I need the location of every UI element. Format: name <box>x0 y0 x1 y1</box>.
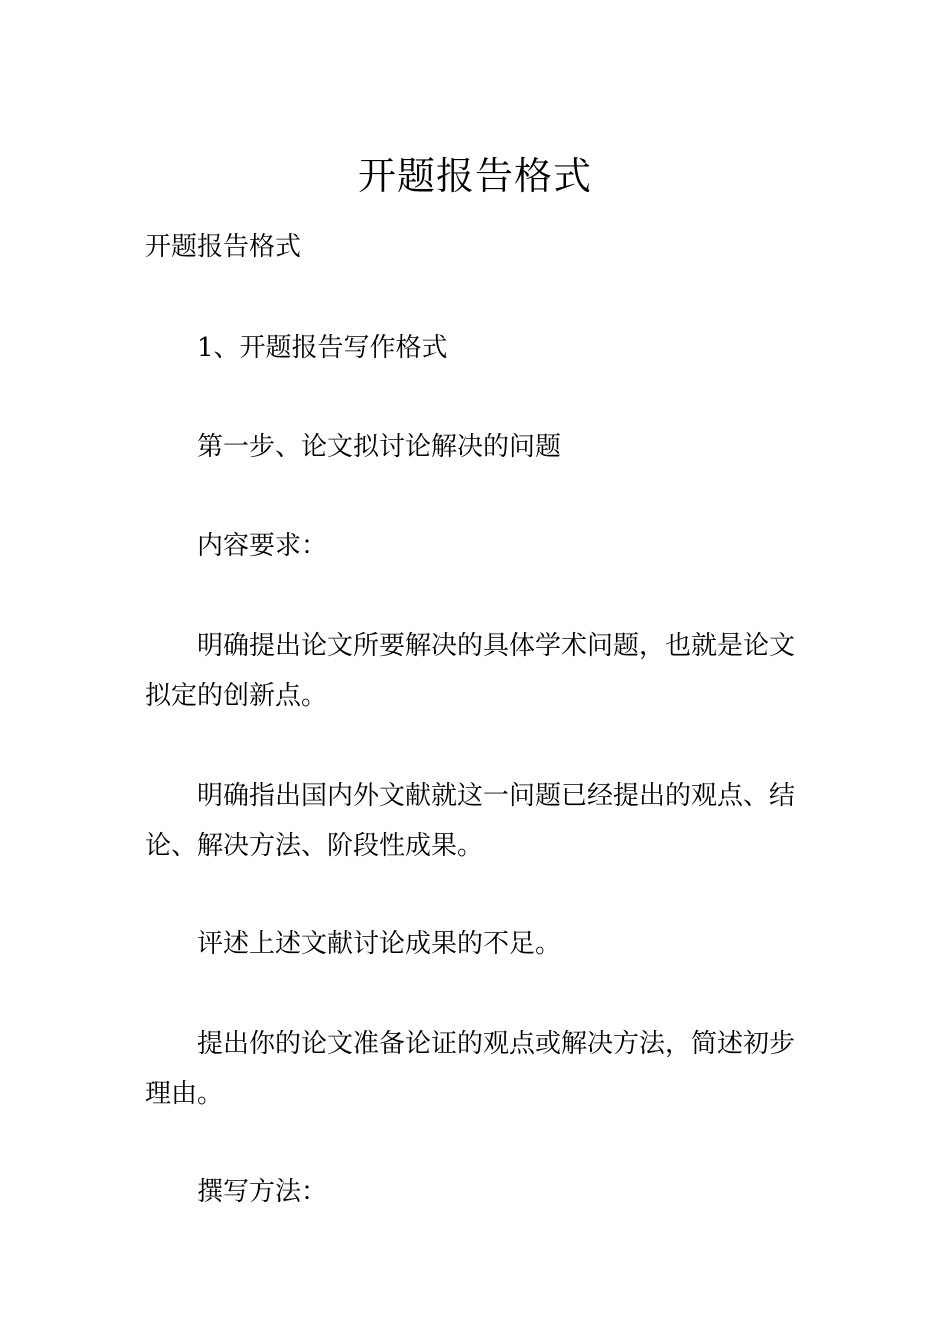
paragraph-requirement-2: 明确指出国内外文献就这一问题已经提出的观点、结论、解决方法、阶段性成果。 <box>145 781 796 861</box>
paragraph-requirement-3: 评述上述文献讨论成果的不足。 <box>197 929 562 959</box>
paragraph-subtitle: 开题报告格式 <box>145 232 302 262</box>
paragraph-requirement-1: 明确提出论文所要解决的具体学术问题，也就是论文拟定的创新点。 <box>145 631 796 711</box>
document-title: 开题报告格式 <box>357 154 592 199</box>
paragraph-content-requirements: 内容要求： <box>197 531 328 561</box>
paragraph-section-heading: 1、开题报告写作格式 <box>197 333 448 363</box>
paragraph-requirement-4: 提出你的论文准备论证的观点或解决方法，简述初步理由。 <box>145 1029 796 1109</box>
paragraph-step-one: 第一步、论文拟讨论解决的问题 <box>197 432 562 462</box>
paragraph-writing-method: 撰写方法： <box>197 1177 328 1207</box>
